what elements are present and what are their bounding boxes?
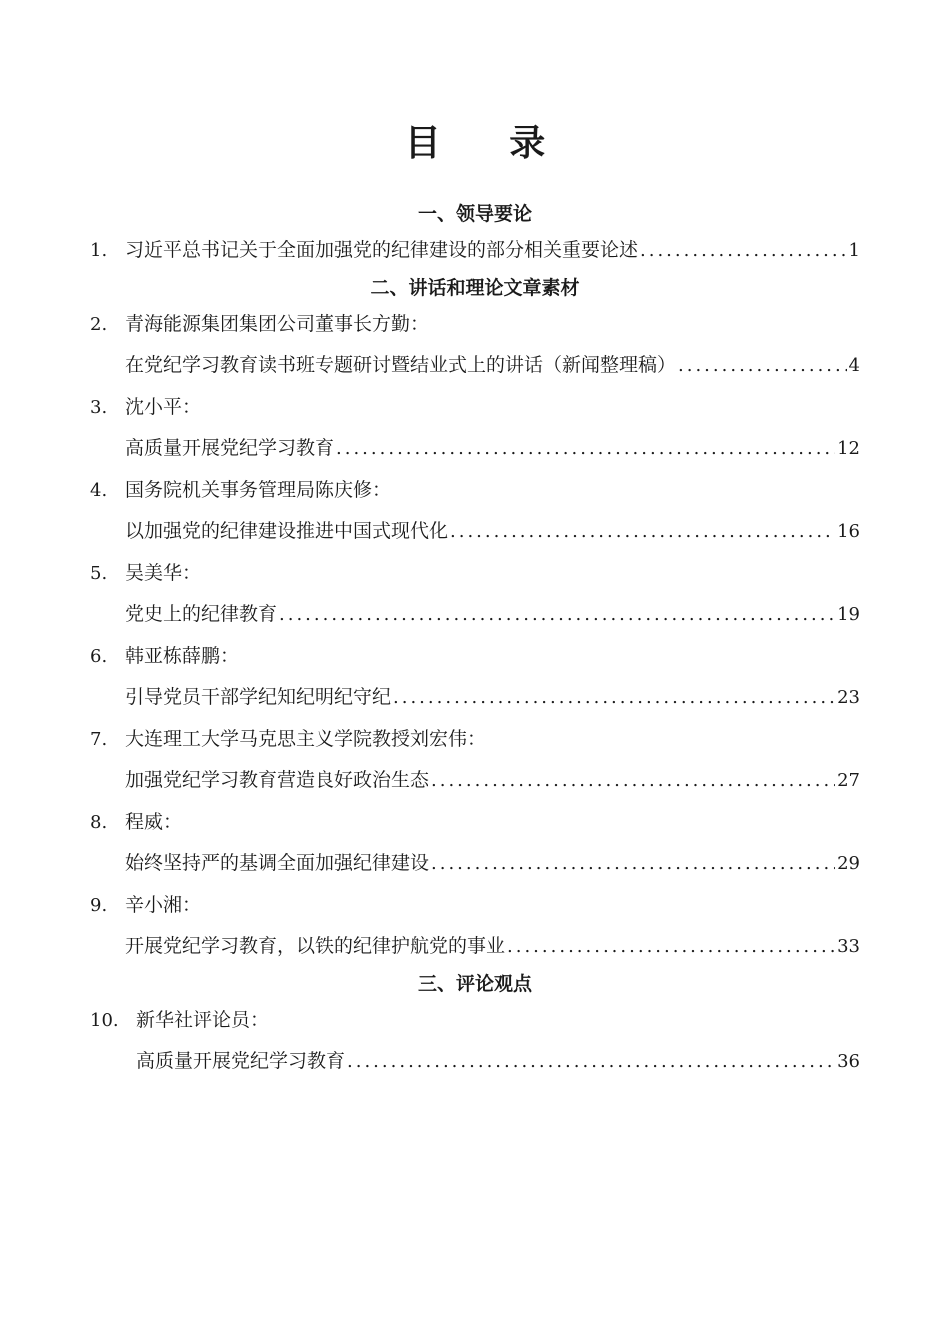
toc-entry-2[interactable]: [90, 345, 860, 387]
entry-number: 8.: [90, 811, 108, 833]
table-of-contents: [90, 198, 860, 1083]
toc-entry-5-author: [90, 553, 860, 595]
entry-number: 7.: [90, 728, 108, 750]
toc-entry-4-author: [90, 470, 860, 512]
entry-author: 国务院机关事务管理局陈庆修：: [125, 478, 392, 501]
entry-title: 习近平总书记关于全面加强党的纪律建设的部分相关重要论述: [125, 239, 639, 261]
entry-title: 高质量开展党纪学习教育: [136, 1050, 346, 1072]
section-heading-3: 三、评论观点: [417, 972, 532, 995]
section-heading-1: 一、领导要论: [417, 203, 532, 225]
entry-title: 加强党纪学习教育营造良好政治生态: [125, 769, 430, 791]
toc-entry-8[interactable]: [90, 843, 860, 885]
entry-author: 青海能源集团集团公司董事长方勤：: [125, 312, 430, 335]
toc-entry-10-author: [90, 1000, 860, 1042]
toc-entry-7[interactable]: [90, 760, 860, 802]
entry-number: 1.: [90, 240, 108, 261]
entry-author: 吴美华：: [125, 561, 202, 584]
entry-number: 9.: [90, 894, 108, 916]
toc-entry-4[interactable]: [90, 511, 860, 553]
entry-number: 3.: [90, 396, 108, 418]
entry-title: 在党纪学习教育读书班专题研讨暨结业式上的讲话（新闻整理稿）: [125, 354, 677, 376]
entry-author: 程威：: [125, 810, 183, 833]
entry-page-number: 23: [837, 687, 860, 708]
entry-title: 引导党员干部学纪知纪明纪守纪: [125, 686, 392, 708]
entry-number: 4.: [90, 479, 108, 501]
dot-leader: [347, 1041, 835, 1083]
entry-number: 10.: [90, 1009, 119, 1031]
toc-entry-5[interactable]: [90, 594, 860, 636]
toc-entry-6-author: [90, 636, 860, 678]
entry-author: 沈小平：: [125, 395, 202, 418]
entry-page-number: 29: [837, 853, 860, 874]
dot-leader: [431, 843, 835, 885]
entry-page-number: 12: [837, 438, 860, 459]
entry-page-number: 19: [837, 604, 860, 625]
toc-entry-9[interactable]: [90, 926, 860, 968]
toc-entry-7-author: [90, 719, 860, 761]
entry-title: 高质量开展党纪学习教育: [125, 437, 335, 459]
entry-page-number: 1: [848, 240, 860, 261]
dot-leader: [450, 511, 835, 553]
toc-entry-10[interactable]: [90, 1041, 860, 1083]
dot-leader: [507, 926, 835, 968]
dot-leader: [336, 428, 835, 470]
dot-leader: [279, 594, 835, 636]
entry-author: 韩亚栋薛鹏：: [125, 644, 240, 667]
toc-entry-2-author: [90, 304, 860, 346]
entry-author: 辛小湘：: [125, 893, 202, 916]
toc-entry-9-author: [90, 885, 860, 927]
entry-page-number: 16: [837, 521, 860, 542]
entry-title: 党史上的纪律教育: [125, 603, 278, 625]
entry-number: 2.: [90, 313, 108, 335]
entry-title: 以加强党的纪律建设推进中国式现代化: [125, 520, 449, 542]
entry-title: 始终坚持严的基调全面加强纪律建设: [125, 852, 430, 874]
dot-leader: [393, 677, 835, 719]
dot-leader: [678, 345, 847, 387]
dot-leader: [640, 230, 847, 272]
entry-number: 6.: [90, 645, 108, 667]
page-title: 目 录: [404, 122, 574, 164]
toc-entry-6[interactable]: [90, 677, 860, 719]
entry-author: 大连理工大学马克思主义学院教授刘宏伟：: [125, 727, 487, 750]
dot-leader: [431, 760, 835, 802]
entry-title: 开展党纪学习教育，以铁的纪律护航党的事业: [125, 935, 506, 957]
toc-entry-3-author: [90, 387, 860, 429]
toc-entry-1[interactable]: [90, 230, 860, 272]
entry-page-number: 4: [848, 355, 860, 376]
toc-entry-3[interactable]: [90, 428, 860, 470]
toc-entry-8-author: [90, 802, 860, 844]
entry-page-number: 27: [837, 770, 860, 791]
entry-number: 5.: [90, 562, 108, 584]
section-heading-2: 二、讲话和理论文章素材: [370, 276, 580, 299]
entry-page-number: 33: [837, 936, 860, 957]
entry-page-number: 36: [837, 1051, 860, 1072]
entry-author: 新华社评论员：: [136, 1008, 270, 1031]
